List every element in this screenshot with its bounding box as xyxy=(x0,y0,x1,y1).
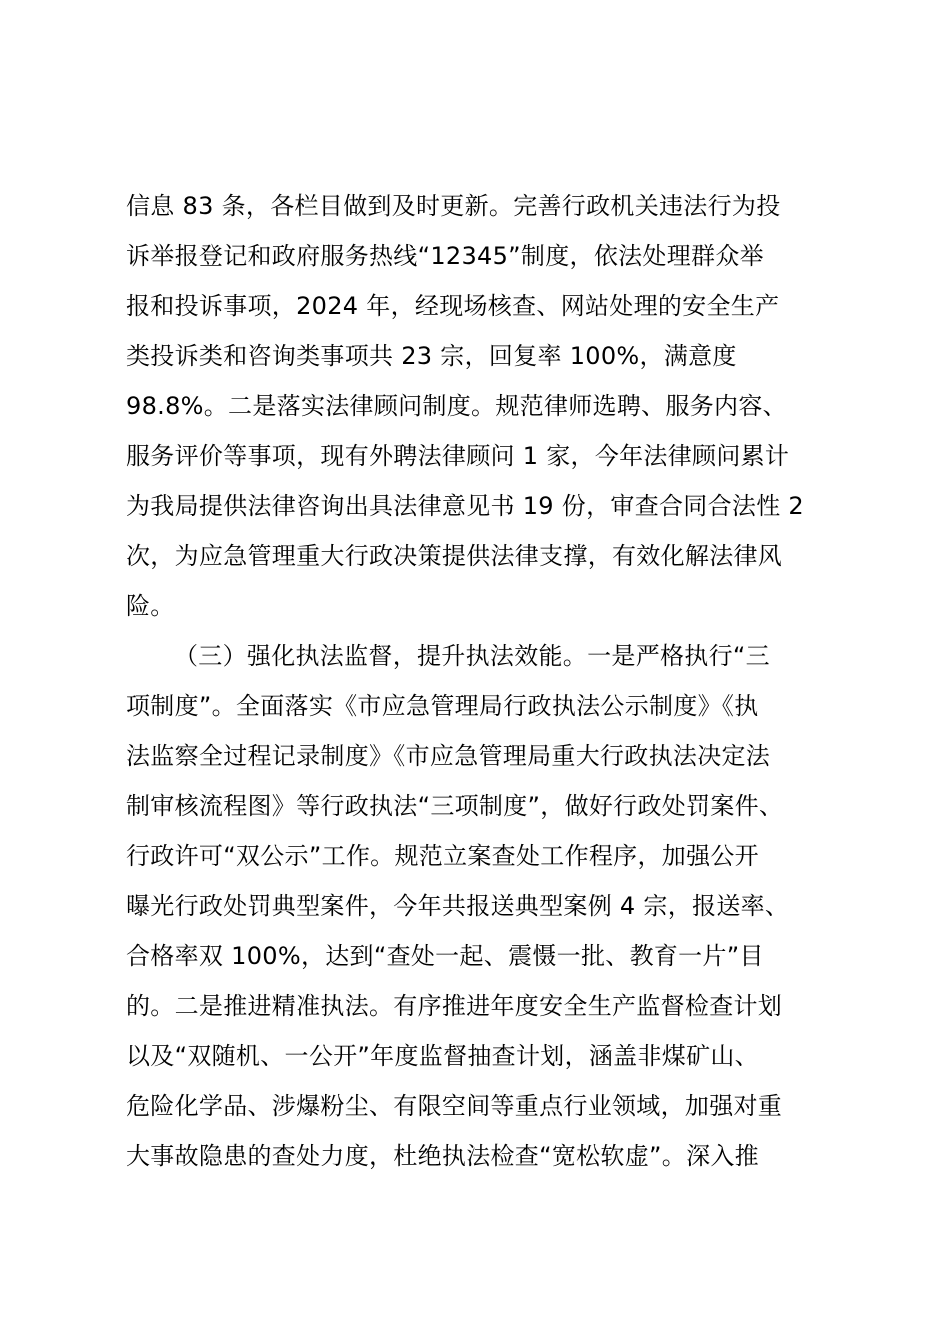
text-line: 服务评价等事项，现有外聘法律顾问 1 家，今年法律顾问累计 xyxy=(126,442,790,470)
document-body xyxy=(126,181,846,1181)
text-line: 法监察全过程记录制度》《市应急管理局重大行政执法决定法 xyxy=(126,742,771,770)
text-line: 的。二是推进精准执法。有序推进年度安全生产监督检查计划 xyxy=(126,992,783,1020)
text-line: 曝光行政处罚典型案件，今年共报送典型案例 4 宗，报送率、 xyxy=(126,892,790,920)
text-line: 大事故隐患的查处力度，杜绝执法检查“宽松软虚”。深入推 xyxy=(126,1142,759,1170)
text-line: （三）强化执法监督，提升执法效能。一是严格执行“三 xyxy=(174,642,770,670)
text-line: 信息 83 条，各栏目做到及时更新。完善行政机关违法行为投 xyxy=(126,192,781,220)
text-line: 以及“双随机、一公开”年度监督抽查计划，涵盖非煤矿山、 xyxy=(126,1042,759,1070)
text-line: 制审核流程图》等行政执法“三项制度”，做好行政处罚案件、 xyxy=(126,792,784,820)
text-line: 次，为应急管理重大行政决策提供法律支撑，有效化解法律风 xyxy=(126,542,783,570)
text-line: 类投诉类和咨询类事项共 23 宗，回复率 100%，满意度 xyxy=(126,342,737,370)
text-line: 为我局提供法律咨询出具法律意见书 19 份，审查合同合法性 2 xyxy=(126,492,804,520)
text-line: 合格率双 100%，达到“查处一起、震慑一批、教育一片”目 xyxy=(126,942,764,970)
text-line: 报和投诉事项，2024 年，经现场核查、网站处理的安全生产 xyxy=(126,292,780,320)
text-line: 危险化学品、涉爆粉尘、有限空间等重点行业领域，加强对重 xyxy=(126,1092,783,1120)
text-line: 项制度”。全面落实《市应急管理局行政执法公示制度》《执 xyxy=(126,692,759,720)
text-line: 险。 xyxy=(126,592,175,620)
text-line: 98.8%。二是落实法律顾问制度。规范律师选聘、服务内容、 xyxy=(126,392,787,420)
text-line: 诉举报登记和政府服务热线“12345”制度，依法处理群众举 xyxy=(126,242,764,270)
text-line: 行政许可“双公示”工作。规范立案查处工作程序，加强公开 xyxy=(126,842,759,870)
